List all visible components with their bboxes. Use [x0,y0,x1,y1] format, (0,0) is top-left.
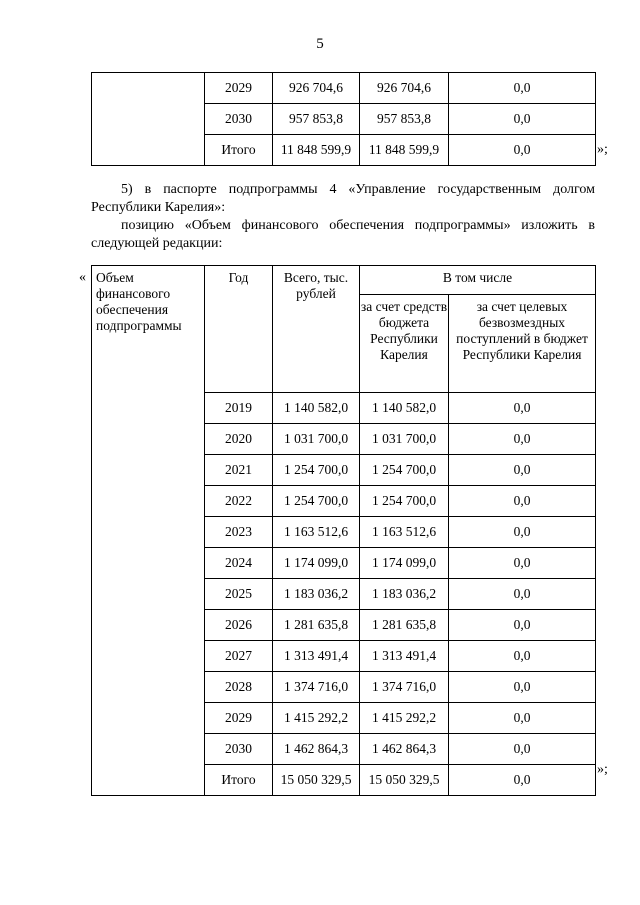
budget-cell: 15 050 329,5 [360,765,449,796]
year-cell: 2024 [205,548,273,579]
total-cell: 15 050 329,5 [273,765,360,796]
budget-cell: 1 183 036,2 [360,579,449,610]
total-cell: 957 853,8 [273,104,360,135]
year-cell: 2029 [205,73,273,104]
budget-cell: 957 853,8 [360,104,449,135]
col-including-header: В том числе [360,266,596,295]
total-cell: 1 254 700,0 [273,455,360,486]
budget-cell: 1 140 582,0 [360,393,449,424]
closing-quote-1: »; [597,142,608,157]
total-cell: 1 031 700,0 [273,424,360,455]
grants-cell: 0,0 [449,517,596,548]
total-cell: 1 281 635,8 [273,610,360,641]
col-total-header: Всего, тыс. рублей [273,266,360,393]
budget-cell: 1 415 292,2 [360,703,449,734]
year-cell: 2026 [205,610,273,641]
col-budget-header: за счет средств бюджета Республики Карелия [360,295,449,393]
year-cell: Итого [205,765,273,796]
amendment-paragraph [91,181,595,253]
opening-quote: « [79,270,86,285]
grants-cell: 0,0 [449,135,596,166]
grants-cell: 0,0 [449,455,596,486]
year-cell: 2027 [205,641,273,672]
total-cell: 1 415 292,2 [273,703,360,734]
total-cell: 1 313 491,4 [273,641,360,672]
total-cell: 1 140 582,0 [273,393,360,424]
year-cell: 2022 [205,486,273,517]
budget-cell: 1 374 716,0 [360,672,449,703]
year-cell: 2020 [205,424,273,455]
budget-cell: 1 174 099,0 [360,548,449,579]
year-cell: 2030 [205,734,273,765]
budget-cell: 926 704,6 [360,73,449,104]
grants-cell: 0,0 [449,765,596,796]
funding-table [91,265,596,796]
total-cell: 11 848 599,9 [273,135,360,166]
amendment-line-2: позицию «Объем финансового обеспечения подпрограммы» изложить в следующей редакции: [91,218,595,251]
total-cell: 926 704,6 [273,73,360,104]
total-cell: 1 174 099,0 [273,548,360,579]
budget-cell: 1 462 864,3 [360,734,449,765]
col-grants-header: за счет целевых безвозмездных поступлений в бюджет Республики Карелия [449,295,596,393]
grants-cell: 0,0 [449,579,596,610]
grants-cell: 0,0 [449,73,596,104]
total-cell: 1 254 700,0 [273,486,360,517]
budget-cell: 1 254 700,0 [360,486,449,517]
total-cell: 1 163 512,6 [273,517,360,548]
grants-cell: 0,0 [449,610,596,641]
grants-cell: 0,0 [449,104,596,135]
budget-cell: 1 254 700,0 [360,455,449,486]
grants-cell: 0,0 [449,393,596,424]
year-cell: 2028 [205,672,273,703]
grants-cell: 0,0 [449,672,596,703]
budget-cell: 1 281 635,8 [360,610,449,641]
budget-cell: 11 848 599,9 [360,135,449,166]
year-cell: 2021 [205,455,273,486]
subprogram-funding-label: Объем финансового обеспечения подпрограммы [92,266,205,796]
funding-table-continued [91,72,596,166]
budget-cell: 1 031 700,0 [360,424,449,455]
total-cell: 1 462 864,3 [273,734,360,765]
year-cell: 2019 [205,393,273,424]
grants-cell: 0,0 [449,486,596,517]
amendment-line-1: 5) в паспорте подпрограммы 4 «Управление государственным долгом Республики Карелия»: [91,182,595,215]
closing-quote-2: »; [597,762,608,777]
year-cell: 2025 [205,579,273,610]
budget-cell: 1 163 512,6 [360,517,449,548]
grants-cell: 0,0 [449,734,596,765]
grants-cell: 0,0 [449,641,596,672]
grants-cell: 0,0 [449,424,596,455]
col-year-header: Год [205,266,273,393]
grants-cell: 0,0 [449,548,596,579]
label-cell-empty [92,73,205,166]
year-cell: 2023 [205,517,273,548]
total-cell: 1 374 716,0 [273,672,360,703]
page-number: 5 [316,36,324,52]
budget-cell: 1 313 491,4 [360,641,449,672]
grants-cell: 0,0 [449,703,596,734]
total-cell: 1 183 036,2 [273,579,360,610]
table-row [92,73,596,104]
year-cell: 2029 [205,703,273,734]
year-cell: 2030 [205,104,273,135]
year-cell: Итого [205,135,273,166]
